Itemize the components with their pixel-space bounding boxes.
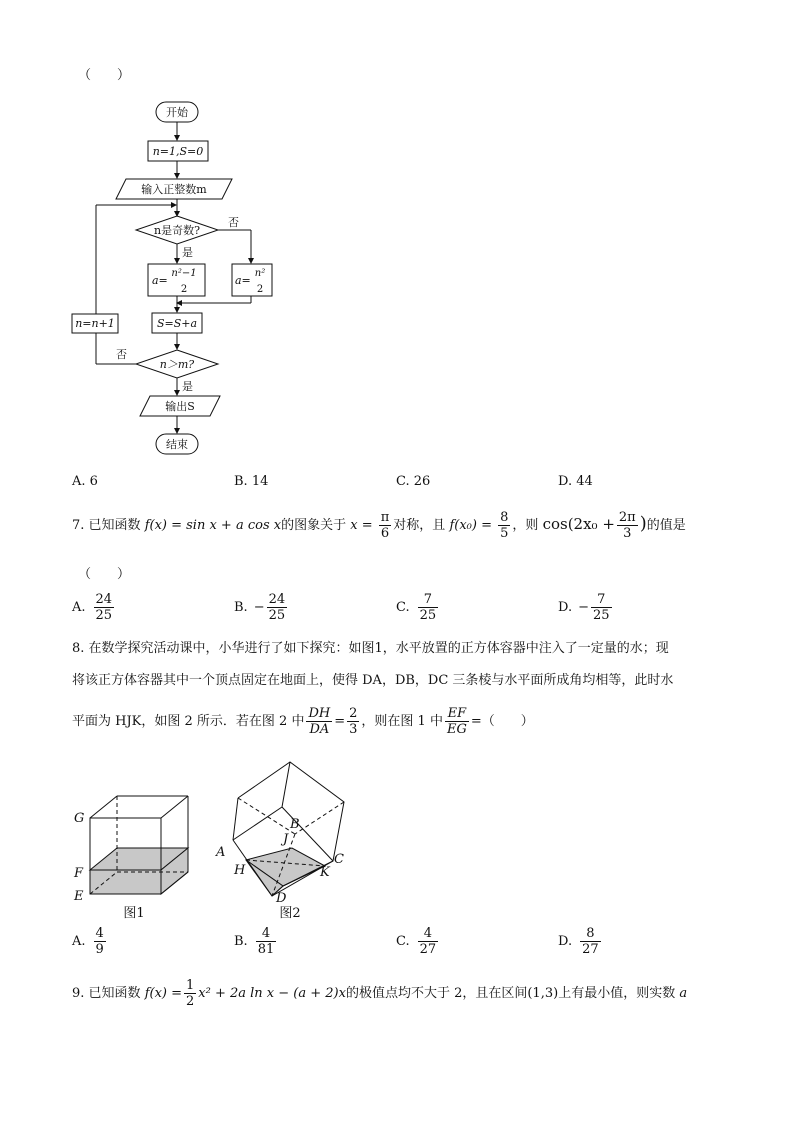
q8-figure-1 [66, 788, 206, 923]
fig2-label-k: K [320, 865, 330, 880]
flow-a-odd-den: 2 [180, 284, 188, 295]
fig1-label-e: E [74, 889, 84, 904]
q8-figure-2 [210, 758, 360, 923]
flow-end-label: 结束 [166, 438, 188, 451]
fig1-label-f: F [74, 866, 84, 881]
q8-line-2: 将该正方体容器其中一个顶点固定在地面上，使得 DA，DB，DC 三条棱与水平面所成角均相等，此时水 [72, 673, 674, 688]
q8-option-c[interactable]: C. $\frac{4}{27}$ [396, 926, 437, 957]
q7-option-b[interactable]: B. − $\frac{24}{25}$ [234, 592, 286, 623]
q6-option-d[interactable]: D. 44 [558, 474, 593, 489]
flow-cond1-label: n是奇数? [154, 224, 200, 237]
q8-option-a[interactable]: A. $\frac{4}{9}$ [72, 926, 104, 957]
flow-no-label-2: 否 [116, 348, 127, 361]
fig1-label-g: G [74, 811, 85, 826]
flow-no-label-1: 否 [228, 216, 239, 229]
fig2-caption: 图2 [279, 906, 301, 921]
water-front-face [90, 870, 161, 894]
flow-a-even-den: 2 [256, 284, 264, 295]
fig2-label-c: C [334, 852, 344, 867]
q6-answer-paren: （ ） [78, 68, 131, 83]
q8-options [72, 926, 722, 966]
q8-line-3: 平面为 HJK，如图 2 所示．若在图 2 中 $\frac{DH}{DA}$ = $\frac{2}{3}$ ，则在图 1 中 $\frac{EF}{EG}$ =（ ） [72, 706, 534, 737]
fig2-label-h: H [234, 863, 246, 878]
flow-init-label: n=1,S=0 [152, 145, 204, 158]
q6-option-a[interactable]: A. 6 [72, 474, 98, 489]
fig2-label-d: D [276, 891, 287, 906]
fig2-label-a: A [216, 845, 226, 860]
q8-option-d[interactable]: D. $\frac{8}{27}$ [558, 926, 599, 957]
q7-option-d[interactable]: D. − $\frac{7}{25}$ [558, 592, 610, 623]
q8-option-b[interactable]: B. $\frac{4}{81}$ [234, 926, 275, 957]
q7-options [72, 592, 722, 632]
q7-option-c[interactable]: C. $\frac{7}{25}$ [396, 592, 437, 623]
flow-yes-label-1: 是 [182, 246, 193, 259]
fig2-label-b: B [290, 817, 300, 832]
flow-a-even-lhs: a= [235, 274, 251, 287]
flow-input-label: 输入正整数m [141, 183, 207, 196]
q6-options [72, 474, 722, 514]
q6-flowchart [60, 95, 266, 465]
flow-cond2-label: n＞m? [159, 358, 195, 371]
q7-stem: 7. 已知函数 f(x) = sin x + a cos x的图象关于 x = $\frac{\pi}{6}$ 对称，且 f(x₀) = $\frac{8}{5}$ ，则 cos(2x₀ + $\frac{2\pi}{3}$ )的值是 [72, 510, 686, 541]
flow-output-label: 输出S [165, 400, 195, 413]
flow-yes-label-2: 是 [182, 380, 193, 393]
flow-sum-label: S=S+a [156, 317, 198, 330]
q7-option-a[interactable]: A. $\frac{24}{25}$ [72, 592, 113, 623]
q6-option-c[interactable]: C. 26 [396, 474, 431, 489]
water-surface-hjk [246, 848, 325, 886]
q7-function: f(x) = sin x + a cos x [144, 518, 282, 533]
flow-start-label: 开始 [166, 106, 188, 119]
flow-a-odd-lhs: a= [152, 274, 168, 287]
flow-a-odd-num: n²−1 [171, 268, 197, 279]
fig2-label-j: J [283, 832, 289, 847]
q7-answer-paren: （ ） [78, 567, 131, 582]
flow-a-even-num: n² [254, 268, 266, 279]
q8-line-1: 8. 在数学探究活动课中，小华进行了如下探究：如图1，水平放置的正方体容器中注入了一定量的水；现 [72, 641, 669, 656]
q9-expression: x² + 2a ln x − (a + 2)x [198, 986, 346, 1001]
q9-stem: 9. 已知函数 f(x) = $\frac{1}{2}$ x² + 2a ln x − (a + 2)x的极值点均不大于 2，且在区间(1,3)上有最小值，则实数 a [72, 978, 688, 1009]
flow-inc-label: n=n+1 [75, 317, 115, 330]
fig1-caption: 图1 [123, 906, 145, 921]
q6-option-b[interactable]: B. 14 [234, 474, 269, 489]
